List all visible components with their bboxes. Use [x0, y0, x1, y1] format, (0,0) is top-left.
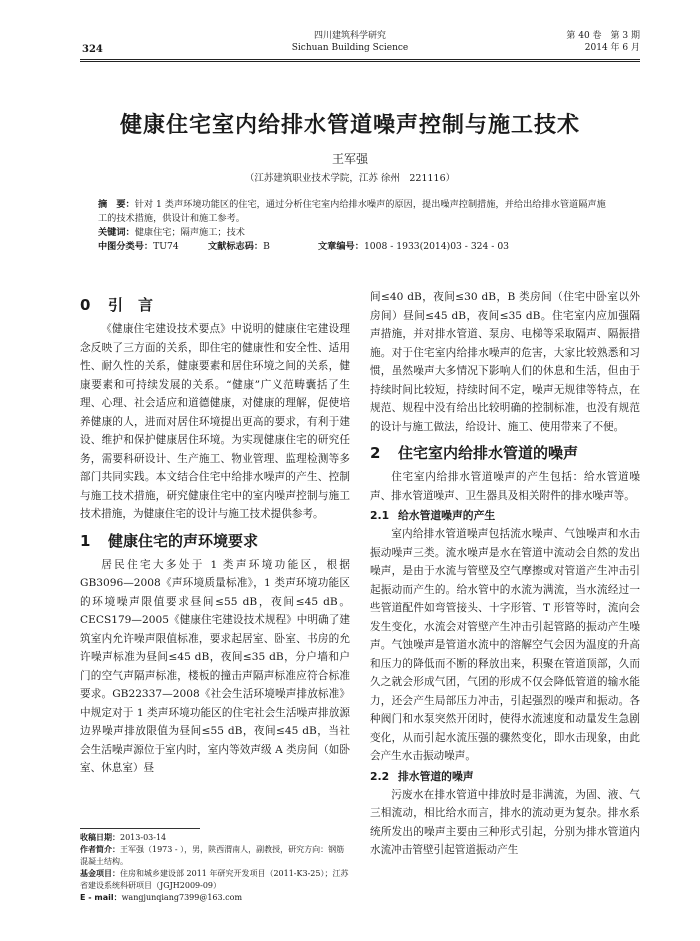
- keywords-text: 健康住宅；隔声施工；技术: [134, 227, 245, 238]
- section-2-1-heading: [370, 507, 640, 525]
- doc-code-value: B: [263, 241, 270, 252]
- section-2-title: 住宅室内给排水管道的噪声: [398, 444, 579, 462]
- abstract-label: 摘 要：: [98, 199, 135, 210]
- section-2-2-number: 2.2: [370, 769, 390, 783]
- section-2-number: 2: [370, 444, 381, 462]
- issue-date: 2014 年 6 月: [584, 43, 640, 53]
- author-bio-label: 作者简介：: [80, 845, 120, 854]
- section-1-number: 1: [80, 531, 91, 550]
- header-rule-thin: [80, 61, 640, 62]
- section-0-title: 引 言: [108, 296, 154, 314]
- header-rule: [80, 59, 640, 60]
- section-2-paragraph: 住宅室内给排水管道噪声的产生包括：给水管道噪声、排水管道噪声、卫生器具及相关附件的排水噪声等。: [370, 471, 640, 502]
- section-2-1-paragraph: 室内给排水管道噪声包括流水噪声、气蚀噪声和水击振动噪声三类。流水噪声是水在管道中流动会自然的发出噪声，是由于水流与管壁及空气摩擦或对管道产生冲击引起振动而产生的。给水管中的水流为满流，当水流经过一些管道配件如弯管接头、十字形管、T 形管等时，流向会发生变化，水流会对管壁产生冲击引起管路的振动产生噪声。气蚀噪声是管道水流中的溶解空气会因为温度的升高和压力的降低而不断的释放出来，积聚在管道顶部，久而久之就会形成气团，气团的形成不仅会降低管道的输水能力，还会产生局部压力冲击，引起强烈的噪声和振动。各种阀门和水泵突然开闭时，使得水流速度和动量发生急剧变化，从而引起水流压强的骤然变化，即水击现象，由此会产生水击振动噪声。: [370, 528, 640, 762]
- section-1-continued: 间≤40 dB，夜间≤30 dB，B 类房间（住宅中卧室以外房间）昼间≤45 dB，夜间≤35 dB。住宅室内应加强隔声措施，并对排水管道、泵房、电梯等采取隔声、隔振措施。对于住宅室内给排水噪声的危害，大家比较熟悉和习惯，虽然噪声大多情况下影响人们的休息和生活，但由于持续时间比较短，持续时间不定，噪声无规律等特点，在规范、规程中没有给出比较明确的控制标准，也没有规范的设计与施工做法，给设计、施工、使用带来了不便。: [370, 291, 640, 433]
- author-bio-text: 王军强（1973 - ），男，陕西渭南人，副教授，研究方向：钢筋混凝土结构。: [80, 845, 345, 866]
- received-value: 2013-03-14: [120, 833, 167, 842]
- keywords-label: 关键词：: [98, 227, 135, 238]
- journal-name-en: Sichuan Building Science: [291, 43, 409, 53]
- author-name: 王军强: [331, 152, 368, 166]
- clc-value: TU74: [153, 241, 179, 252]
- section-0-number: 0: [80, 296, 91, 314]
- running-header: [230, 30, 470, 54]
- paper-title: 健康住宅室内给排水管道噪声控制与施工技术: [119, 113, 580, 138]
- abstract-text: 针对 1 类声环境功能区的住宅，通过分析住宅室内给排水噪声的原因，提出噪声控制措施，并给出给排水管道隔声施工的技术措施，供设计和施工参考。: [98, 199, 606, 224]
- abstract-block: [98, 198, 608, 254]
- journal-name-cn: 四川建筑科学研究: [313, 31, 386, 41]
- section-2-2-heading: [370, 768, 640, 786]
- email-label: E - mail：: [80, 893, 122, 902]
- section-2-1-number: 2.1: [370, 509, 390, 522]
- keywords: [98, 226, 608, 240]
- article-number-value: 1008 - 1933(2014)03 - 324 - 03: [363, 241, 510, 252]
- page-number: 324: [82, 44, 103, 55]
- volume-issue: 第 40 卷 第 3 期: [566, 31, 640, 41]
- section-2-2-title: 排水管道的噪声: [398, 769, 474, 783]
- section-1-paragraph: 居民住宅大多处于 1 类声环境功能区，根据 GB3096—2008《声环境质量标准》，1 类声环境功能区的环境噪声限值要求昼间≤55 dB，夜间≤45 dB。CECS179—2005《健康住宅建设技术规程》中明确了建筑室内允许噪声限值标准，要求起居室、卧室、书房的允许噪声标准为昼间≤45 dB，夜间≤35 dB，分户墙和户门的空气声隔声标准，楼板的撞击声隔声标准应符合标准要求。GB22337—2008《社会生活环境噪声排放标准》中规定对于 1 类声环境功能区的住宅社会生活噪声排放源边界噪声排放限值为昼间≤55 dB，夜间≤45 dB，当社会生活噪声源位于室内时，室内等效声级 A 类房间（如卧室、休息室）昼: [80, 558, 350, 774]
- author-bio: [80, 844, 350, 868]
- email-address: wangjunqiang7399@163.com: [121, 893, 243, 902]
- section-1-title: 健康住宅的声环境要求: [108, 531, 259, 550]
- article-number-label: 文章编号：: [318, 241, 364, 252]
- fund-label: 基金项目：: [80, 869, 120, 878]
- clc-field: [98, 240, 208, 254]
- left-column: [80, 288, 350, 778]
- received-label: 收稿日期：: [80, 833, 120, 842]
- author-affiliation: （江苏建筑职业技术学院，江苏 徐州 221116）: [244, 173, 456, 184]
- right-column: [370, 288, 640, 860]
- doc-code-label: 文献标志码：: [208, 241, 264, 252]
- section-0-heading: [80, 294, 350, 316]
- received-date: [80, 832, 350, 844]
- abstract: [98, 198, 608, 226]
- email-info: [80, 892, 350, 904]
- section-2-1-title: 给水管道噪声的产生: [398, 509, 496, 522]
- classification-row: [98, 240, 608, 254]
- clc-label: 中图分类号：: [98, 241, 154, 252]
- section-2-2-paragraph: 污废水在排水管道中排放时是非满流，为固、液、气三相流动，相比给水而言，排水的流动更为复杂。排水系统所发出的噪声主要由三种形式引起，分别为排水管道内水流冲击管壁引起管道振动产生: [370, 788, 640, 856]
- footnote-rule: [80, 828, 200, 829]
- fund-info: [80, 868, 350, 892]
- footnotes: [80, 832, 350, 904]
- fund-text: 住房和城乡建设部 2011 年研究开发项目（2011-K3-25）；江苏省建设系统科研项目（JGJH2009-09）: [80, 869, 349, 890]
- doc-code-field: [208, 240, 318, 254]
- section-2-heading: [370, 442, 640, 464]
- issue-info: [540, 30, 640, 54]
- section-0-paragraph: 《健康住宅建设技术要点》中说明的健康住宅建设理念反映了三方面的关系，即住宅的健康性和安全性、适用性、耐久性的关系，健康要素和居住环境之间的关系，健康要素和可持续发展的关系。“健康”广义范畴囊括了生理、心理、社会适应和道德健康，对健康的理解，促使培养健康的人，进而对居住环境提出更高的要求，有利于建设、维护和保护健康居住环境。为实现健康住宅的研究任务，需要科研设计、生产施工、物业管理、监理检测等多部门共同实践。本文结合住宅中给排水噪声的产生、控制与施工技术措施，研究健康住宅中的室内噪声控制与施工技术措施，为健康住宅的设计与施工技术提供参考。: [80, 323, 350, 520]
- article-number-field: [318, 240, 509, 254]
- section-1-heading: [80, 530, 350, 552]
